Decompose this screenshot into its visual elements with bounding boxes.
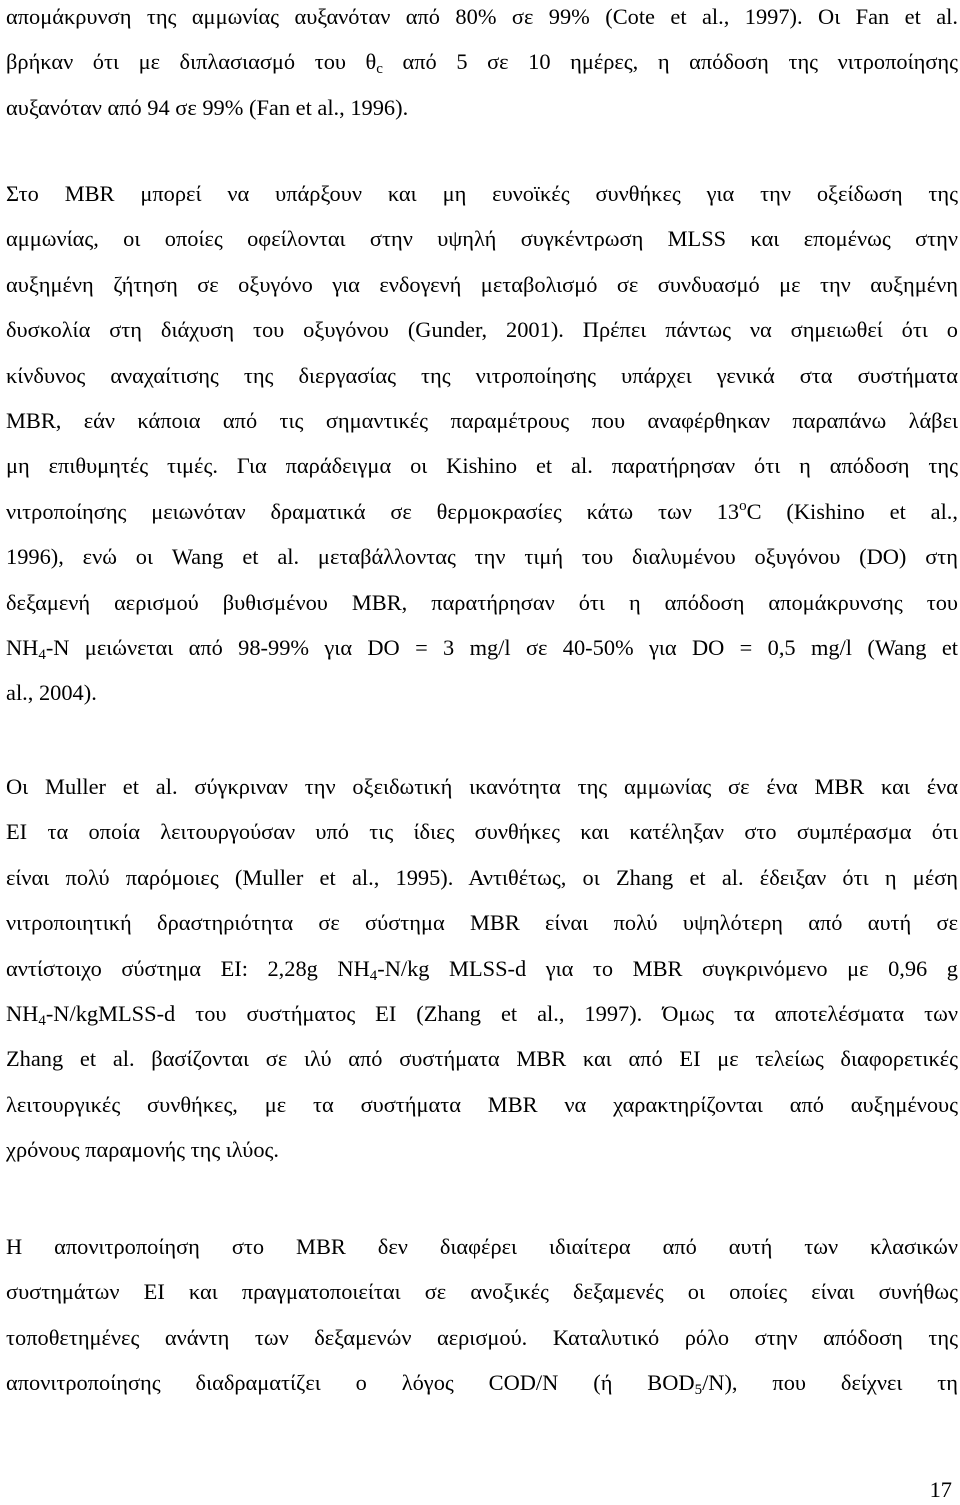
page-number: 17 (929, 1477, 952, 1502)
text-line: είναι πολύ παρόμοιες (Muller et al., 1995). Αντιθέτως, οι Zhang et al. έδειξαν ότι η μέση (6, 864, 958, 890)
subscript: 4 (369, 967, 378, 984)
text-segment: C (Kishino et al., (746, 498, 958, 524)
text-segment: απονιτροποίησης διαδραματίζει ο λόγος COD/N (ή BOD (6, 1370, 695, 1396)
text-line: MBR, εάν κάποια από τις σημαντικές παραμέτρους που αναφέρθηκαν παραπάνω λάβει (6, 408, 958, 433)
text-line: χρόνους παραμονής της ιλύος. (6, 1137, 280, 1163)
superscript: o (739, 497, 747, 514)
text-line: νιτροποιητική δραστηριότητα σε σύστημα MBR είναι πολύ υψηλότερη από αυτή σε (6, 910, 958, 936)
text-line: αυξανόταν από 94 σε 99% (Fan et al., 1996). (6, 94, 409, 120)
subscript: 5 (694, 1382, 703, 1399)
text-segment: βρήκαν ότι με διπλασιασμό του θ (6, 49, 377, 75)
text-line: 1996), ενώ οι Wang et al. μεταβάλλοντας την τιμή του διαλυμένου οξυγόνου (DO) στη (6, 544, 958, 570)
subscript: 4 (38, 1013, 46, 1029)
text-segment: NH (6, 635, 39, 660)
text-line: Η απονιτροποίηση στο MBR δεν διαφέρει ιδιαίτερα από αυτή των κλασικών (6, 1234, 958, 1259)
text-line: αυξημένη ζήτηση σε οξυγόνο για ενδογενή μεταβολισμό σε συνδυασμό με την αυξημένη (6, 271, 958, 297)
subscript: c (376, 61, 383, 78)
text-line: τοποθετημένες ανάντη των δεξαμενών αερισμού. Καταλυτικό ρόλο στην απόδοση της (6, 1324, 958, 1350)
text-line: μη επιθυμητές τιμές. Για παράδειγμα οι Kishino et al. παρατήρησαν ότι η απόδοση της (6, 453, 958, 479)
text-line: δυσκολία στη διάχυση του οξυγόνου (Gunder, 2001). Πρέπει πάντως να σημειωθεί ότι ο (6, 317, 958, 343)
text-line: Στο MBR μπορεί να υπάρξουν και μη ευνοϊκές συνθήκες για την οξείδωση της (6, 181, 958, 206)
text-line: Οι Muller et al. σύγκριναν την οξειδωτική ικανότητα της αμμωνίας σε ένα MBR και ένα (6, 774, 958, 799)
subscript: 4 (38, 647, 46, 663)
text-line: συστημάτων ΕΙ και πραγματοποιείται σε ανοξικές δεξαμενές οι οποίες είναι συνήθως (6, 1279, 958, 1305)
text-segment: -N μειώνεται από 98-99% για DO = 3 mg/l σε 40-50% για DO = 0,5 mg/l (Wang et (45, 635, 958, 660)
text-line (6, 952, 958, 986)
text-segment: νιτροποίησης μειωνόταν δραματικά σε θερμοκρασίες κάτω των 13 (6, 498, 740, 524)
text-line: λειτουργικές συνθήκες, με τα συστήματα MBR να χαρακτηρίζονται από αυξημένους (6, 1091, 958, 1117)
text-segment: -N/kgMLSS-d του συστήματος ΕΙ (Zhang et al., 1997). Όμως τα αποτελέσματα των (45, 1001, 958, 1026)
text-line (6, 1366, 958, 1400)
text-line: ΕΙ τα οποία λειτουργούσαν υπό τις ίδιες συνθήκες και κατέληξαν στο συμπέρασμα ότι (6, 819, 958, 845)
text-line: δεξαμενή αερισμού βυθισμένου MBR, παρατήρησαν ότι η απόδοση απομάκρυνσης του (6, 589, 958, 615)
text-line (6, 997, 958, 1031)
text-line (6, 495, 958, 529)
text-line: αμμωνίας, οι οποίες οφείλονται στην υψηλή συγκέντρωση MLSS και επομένως στην (6, 226, 958, 252)
text-line: al., 2004). (6, 680, 97, 706)
text-line (6, 631, 958, 665)
text-segment: -N/kg MLSS-d για το MBR συγκρινόμενο με 0,96 g (377, 955, 958, 981)
text-segment: από 5 σε 10 ημέρες, η απόδοση της νιτροποίησης (382, 49, 958, 75)
text-line: Zhang et al. βασίζονται σε ιλύ από συστήματα MBR και από ΕΙ με τελείως διαφορετικές (6, 1046, 958, 1072)
text-segment: NH (6, 1001, 39, 1026)
text-segment: /N), που δείχνει τη (702, 1370, 958, 1396)
text-line (6, 45, 958, 79)
text-segment: αντίστοιχο σύστημα ΕΙ: 2,28g NH (6, 955, 370, 981)
text-line: απομάκρυνση της αμμωνίας αυξανόταν από 80% σε 99% (Cote et al., 1997). Οι Fan et al. (6, 4, 958, 29)
text-line: κίνδυνος αναχαίτισης της διεργασίας της νιτροποίησης υπάρχει γενικά στα συστήματα (6, 362, 958, 388)
